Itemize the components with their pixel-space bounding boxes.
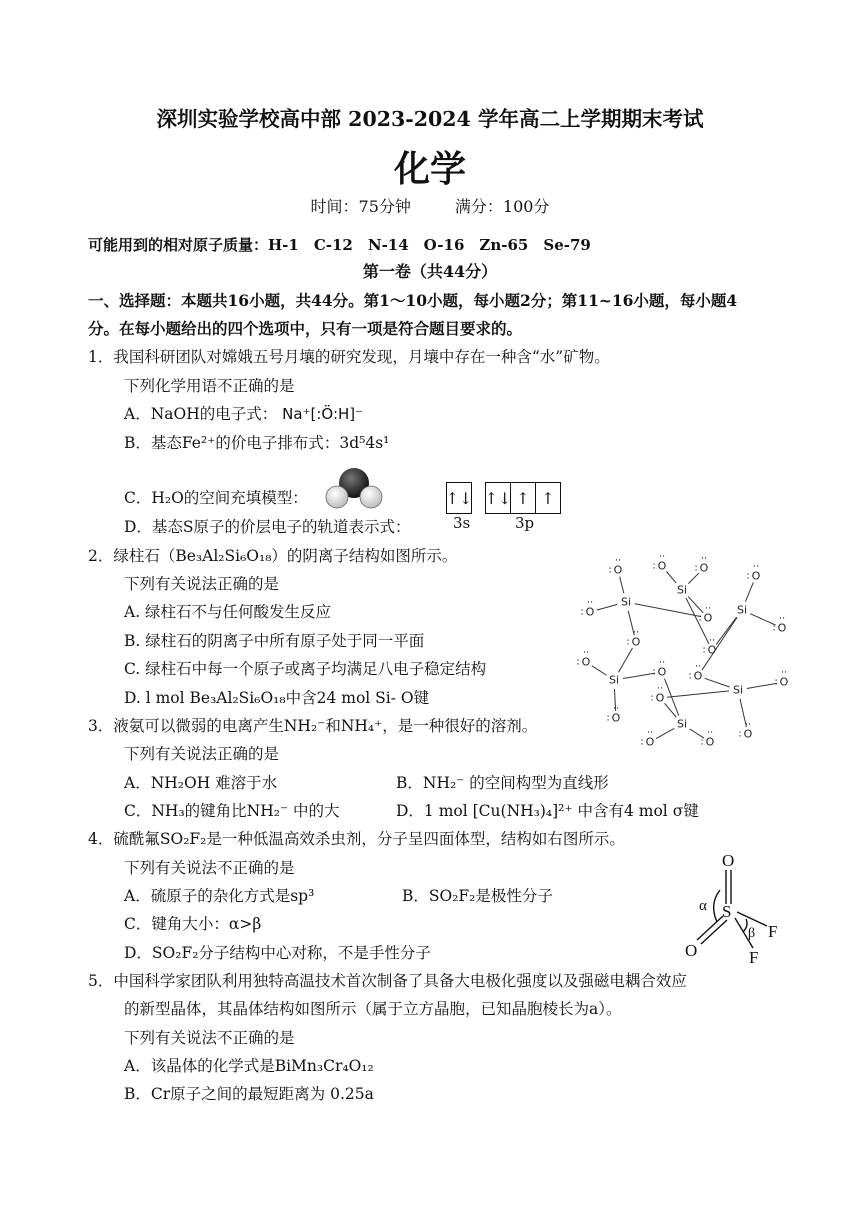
hydrogen-atom-left [326,486,348,508]
q2-stem: 2．绿柱石（Be₃Al₂Si₆O₁₈）的阴离子结构如图所示。 [88,547,458,565]
subject-title: 化学 [393,148,466,190]
q2-option-b: B. 绿柱石的阴离子中所有原子处于同一平面 [124,632,425,650]
atom-f-bottom: F [749,948,759,966]
o-lone-pair-left-11: : [746,570,750,582]
q1-option-d: D．基态S原子的价层电子的轨道表示式： [124,518,411,536]
si-atom-1: Si [620,595,632,609]
o-lone-pair-left-7: : [608,564,612,576]
exam-time: 时间：75分钟 [310,197,411,216]
q4-prompt: 下列有关说法不正确的是 [124,859,295,877]
q5-stem-line-2: 的新型晶体，其晶体结构如图所示（属于立方晶胞，已知晶胞棱长为a）。 [124,1000,622,1018]
q4-option-a: A．硫原子的杂化方式是sp³ [124,887,315,905]
s-f-bond-1 [737,912,767,926]
si-atom-5: Si [676,717,688,731]
instructions-line-1: 一、选择题：本题共16小题，共44分。第1～10小题，每小题2分；第11~16小题，每小题4 [88,291,738,310]
q5-stem-line-1: 5．中国科学家团队利用独特高温技术首次制备了具备大电极化强度以及强磁电耦合效应 [88,972,687,990]
hydrogen-atom-right [360,486,382,508]
q1-option-a-label: A．NaOH的电子式： [124,405,278,423]
o-lone-pair-left-9: : [652,560,656,572]
o-lone-pair-top-2: ·· [704,603,712,615]
o-lone-pair-left-4: : [688,670,692,682]
si-o-bond-16 [667,691,729,697]
o-atom-14: O [611,711,621,725]
o-atom-2: O [703,611,713,625]
o-lone-pair-left-6: : [650,692,654,704]
si-atom-2: Si [676,583,688,597]
o-atom-15: O [645,735,655,749]
q4-option-b: B．SO₂F₂是极性分子 [402,887,553,905]
q3-option-d: D．1 mol [Cu(NH₃)₄]²⁺ 中含有4 mol σ键 [396,802,699,820]
atom-o-top: O [722,851,735,870]
orbital-box-3p [485,482,561,514]
si-atom-3: Si [736,603,748,617]
o-atom-7: O [613,563,623,577]
si-o-bond-22 [619,648,633,672]
o-atom-8: O [585,605,595,619]
o-atom-17: O [743,727,753,741]
orbital-3p-arrows-3: ↑ [541,488,555,508]
o-atom-10: O [699,561,709,575]
section-title: 第一卷（共44分） [362,262,498,281]
o-lone-pair-left-10: : [694,562,698,574]
q1-naoh-electron-formula: Na⁺[:Ö:H]⁻ [282,405,364,423]
q4-stem: 4．硫酰氟SO₂F₂是一种低温高效杀虫剂，分子呈四面体型，结构如右图所示。 [88,830,625,848]
o-lone-pair-top-13: ·· [582,647,590,659]
q1-prompt: 下列化学用语不正确的是 [124,377,295,395]
o-atom-3: O [707,643,717,657]
orbital-3s-arrows: ↑↓ [445,488,473,508]
o-lone-pair-left-5: : [652,666,656,678]
exam-title: 深圳实验学校高中部 2023-2024 学年高二上学期期末考试 [156,107,704,131]
h2o-space-filling-model [322,466,384,510]
angle-beta-label: β [748,926,756,941]
q3-option-a: A．NH₂OH 难溶于水 [124,774,278,792]
q1-stem: 1．我国科研团队对嫦娥五号月壤的研究发现，月壤中存在一种含“水”矿物。 [88,348,610,366]
atomic-masses: 可能用到的相对原子质量：H-1 C-12 N-14 O-16 Zn-65 Se-79 [88,236,591,254]
si-o-bond-2 [620,577,624,593]
si-o-bond-10 [745,582,753,601]
o-lone-pair-top-15: ·· [646,727,654,739]
o-lone-pair-top-8: ·· [586,597,594,609]
o-atom-5: O [657,665,667,679]
q2-option-a: A. 绿柱石不与任何酸发生反应 [124,603,332,621]
o-lone-pair-top-10: ·· [700,553,708,565]
o-lone-pair-left-14: : [606,712,610,724]
q2-option-c: C. 绿柱石中每一个原子或离子均满足八电子稳定结构 [124,660,487,678]
so2f2-structure [675,848,785,966]
o-lone-pair-left-15: : [640,736,644,748]
o-lone-pair-top-17: ·· [744,719,752,731]
o-lone-pair-top-12: ·· [778,613,786,625]
q5-option-a: A．该晶体的化学式是BiMn₃Cr₄O₁₂ [124,1057,374,1075]
q1-option-c: C．H₂O的空间充填模型： [124,489,308,507]
alpha-angle-arc [714,890,720,922]
si-o-bond-15 [747,683,777,688]
o-lone-pair-left-1: : [626,636,630,648]
si-o-bond-6 [666,571,676,583]
si-o-bond-20 [665,679,679,716]
orbital-box-3s [446,482,472,514]
o-lone-pair-top-3: ·· [708,635,716,647]
q3-stem: 3．液氨可以微弱的电离产生NH₂⁻和NH₄⁺，是一种很好的溶剂。 [88,717,538,735]
o-atom-1: O [631,635,641,649]
o-lone-pair-left-12: : [772,622,776,634]
o-atom-4: O [693,669,703,683]
o-lone-pair-left-3: : [702,644,706,656]
o-lone-pair-left-17: : [738,728,742,740]
atom-f-right: F [768,922,778,941]
q3-prompt: 下列有关说法正确的是 [124,745,280,763]
o-lone-pair-top-1: ·· [632,627,640,639]
q4-option-d: D．SO₂F₂分子结构中心对称，不是手性分子 [124,944,431,962]
q3-option-b: B．NH₂⁻ 的空间构型为直线形 [396,774,609,792]
o-atom-12: O [777,621,787,635]
q5-option-b: B．Cr原子之间的最短距离为 0.25a [124,1085,374,1103]
instructions-line-2: 分。在每小题给出的四个选项中，只有一项是符合题目要求的。 [88,319,523,338]
q2-option-d: D. l mol Be₃Al₂Si₆O₁₈中含24 mol Si- O键 [124,689,430,707]
o-atom-18: O [779,675,789,689]
si-o-bond-18 [656,728,674,738]
o-lone-pair-top-6: ·· [656,683,664,695]
exam-score: 满分：100分 [454,197,550,216]
o-atom-6: O [655,691,665,705]
o-atom-16: O [705,735,715,749]
o-lone-pair-top-4: ·· [694,661,702,673]
si-o-bond-7 [688,573,699,584]
atom-o-bottom: O [685,941,698,960]
si-o-bond-21 [623,673,655,678]
o-lone-pair-left-13: : [576,656,580,668]
o-lone-pair-top-18: ·· [780,667,788,679]
o-lone-pair-top-16: ·· [706,727,714,739]
si-o-bond-5 [688,597,703,613]
q4-option-c: C．键角大小：α>β [124,915,262,933]
o-lone-pair-left-8: : [580,606,584,618]
si-o-bond-9 [716,617,736,644]
q1-option-a [124,404,363,424]
o-lone-pair-left-16: : [700,736,704,748]
q2-prompt: 下列有关说法正确的是 [124,575,280,593]
o-lone-pair-left-2: : [698,612,702,624]
orbital-label-3s: 3s [453,514,471,532]
orbital-3p-arrows-1: ↑↓ [486,483,511,513]
beta-angle-arc [743,919,747,932]
q1-option-b: B．基态Fe²⁺的价电子排布式：3d⁵4s¹ [124,434,390,452]
orbital-label-3p: 3p [515,514,535,532]
q5-prompt: 下列有关说法不正确的是 [124,1029,295,1047]
o-lone-pair-top-9: ·· [658,551,666,563]
orbital-3p-arrows-2: ↑ [511,483,536,513]
exam-meta [0,197,860,217]
o-atom-9: O [657,559,667,573]
o-lone-pair-top-5: ·· [658,657,666,669]
si-o-bond-13 [705,678,730,687]
si-o-bond-23 [592,666,607,675]
o-atom-13: O [581,655,591,669]
o-lone-pair-top-7: ·· [614,555,622,567]
si-o-bond-4 [635,604,701,617]
angle-alpha-label: α [699,898,707,914]
si-atom-4: Si [732,683,744,697]
o-lone-pair-top-11: ·· [752,561,760,573]
q3-option-c: C．NH₃的键角比NH₂⁻ 中的大 [124,802,340,820]
si-o-bond-3 [597,604,618,610]
beryl-anion-structure [570,544,800,756]
atom-s: S [722,902,732,921]
o-lone-pair-top-14: ·· [612,703,620,715]
si-atom-6: Si [608,673,620,687]
o-atom-11: O [751,569,761,583]
o-lone-pair-left-18: : [774,676,778,688]
